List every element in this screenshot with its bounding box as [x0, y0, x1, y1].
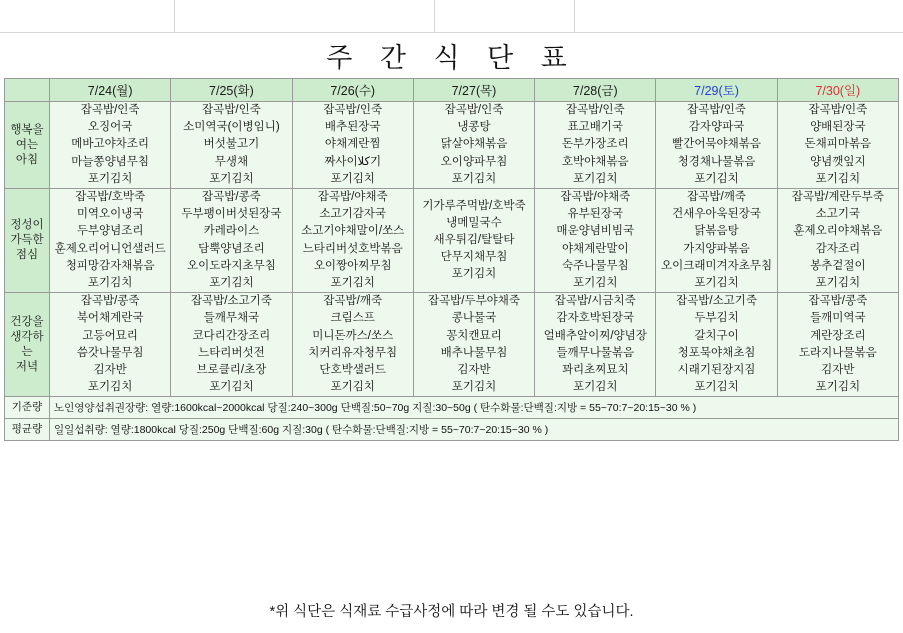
menu-item: 크림스프	[330, 312, 375, 325]
menu-item: 돈부가장조리	[561, 138, 629, 151]
menu-item: 포기김치	[815, 277, 861, 290]
menu-body	[5, 102, 899, 441]
menu-item: 야채계란찜	[324, 138, 381, 151]
menu-item: 포기김치	[330, 277, 375, 290]
menu-item: 잡곡밥/인죽	[80, 104, 140, 116]
menu-item: 잡곡밥/인죽	[687, 104, 746, 116]
menu-item: 청경채나물볶음	[677, 155, 756, 168]
footnote: *위 식단은 식재료 수급사정에 따라 변경 될 수도 있습니다.	[269, 604, 634, 620]
menu-item: 치커리유자청무침	[308, 346, 398, 359]
nutrition-label-1: 평균량	[5, 419, 50, 441]
menu-item: 코다리간장조리	[192, 329, 271, 342]
menu-item: 포기김치	[573, 277, 618, 290]
menu-item: 고등어묘리	[82, 329, 138, 342]
meal-cell-breakfast-wed	[292, 102, 413, 189]
menu-item: 꽁치캔묘리	[446, 329, 502, 342]
menu-item: 두부팽이버섯된장국	[181, 208, 282, 221]
meal-cell-breakfast-sun	[777, 102, 898, 189]
menu-item: 포기김치	[209, 172, 254, 185]
menu-item: 냉콩탕	[457, 121, 491, 134]
blank-cell	[0, 0, 175, 33]
meal-cell-dinner-sat	[656, 293, 777, 397]
menu-item: 김자반	[821, 364, 855, 377]
menu-item: 잡곡밥/계란두부죽	[791, 191, 884, 204]
meal-cell-breakfast-thu	[413, 102, 534, 189]
meal-cell-dinner-thu	[413, 293, 534, 397]
menu-item: 포기김치	[209, 277, 254, 290]
menu-item: 감자양파국	[688, 121, 745, 134]
menu-item: 들깨무나물볶음	[556, 346, 635, 359]
day-header-sun: 7/30(일)	[777, 79, 898, 102]
menu-item: 청포묵야채초침	[677, 346, 756, 359]
menu-item: 훈제오리야채볶음	[793, 225, 883, 238]
page-title: 주 간 식 단 표	[326, 43, 577, 73]
menu-item: 포기김치	[87, 381, 133, 394]
menu-item: 가지양파볶음	[683, 242, 750, 255]
meal-cell-lunch-thu	[413, 189, 534, 293]
meal-cell-lunch-fri	[535, 189, 656, 293]
menu-item: 포기김치	[694, 381, 739, 394]
menu-item: 잡곡밥/인죽	[202, 104, 261, 116]
menu-item: 미니돈까스/쏘스	[312, 329, 394, 342]
menu-item: 짜사이كلا기	[324, 155, 382, 168]
menu-item: 도라지나물볶음	[798, 346, 877, 359]
menu-item: 들깨무채국	[203, 312, 260, 325]
menu-item: 씀갓나물무침	[76, 346, 144, 359]
day-header-thu: 7/27(목)	[413, 79, 534, 102]
row-label-dinner: 건강을 생각하는 저녁	[5, 293, 50, 397]
menu-item: 잡곡밥/시금치죽	[554, 295, 636, 308]
meal-cell-lunch-wed	[292, 189, 413, 293]
menu-item: 소고기야채말이/쏘스	[301, 225, 405, 238]
menu-item: 메바고야차조리	[71, 138, 150, 151]
menu-item: 계란장조리	[810, 329, 866, 342]
menu-item: 마늘쫑양념무침	[71, 155, 150, 168]
menu-item: 감자조리	[815, 242, 861, 255]
day-header-tue: 7/25(화)	[171, 79, 292, 102]
menu-item: 들깨미역국	[810, 312, 866, 325]
menu-item: 포기김치	[209, 381, 254, 394]
meal-cell-dinner-fri	[535, 293, 656, 397]
menu-item: 잡곡밥/인죽	[323, 104, 383, 116]
menu-item: 브로클리/초장	[196, 364, 267, 377]
menu-item: 포기김치	[573, 381, 618, 394]
menu-item: 유부된장국	[567, 208, 624, 221]
menu-item: 포기김치	[694, 172, 739, 185]
menu-item: 표고배기국	[567, 121, 624, 134]
menu-item: 포기김치	[815, 172, 861, 185]
menu-item: 느타리버섯전	[198, 346, 265, 359]
menu-item: 김자반	[457, 364, 491, 377]
menu-item: 포기김치	[451, 172, 497, 185]
menu-item: 매운양념비빔국	[556, 225, 635, 238]
meal-cell-breakfast-sat	[656, 102, 777, 189]
menu-item: 양배된장국	[810, 121, 866, 134]
menu-item: 시래기된장지짐	[677, 364, 756, 377]
menu-item: 두부김치	[694, 312, 739, 325]
row-label-lunch: 정성이 가득한 점심	[5, 189, 50, 293]
menu-item: 포기김치	[87, 277, 133, 290]
meal-cell-breakfast-tue	[171, 102, 292, 189]
menu-item: 잡곡밥/인죽	[808, 104, 868, 116]
menu-item: 미역오이냉국	[76, 208, 144, 221]
menu-item: 감자호박된장국	[556, 312, 635, 325]
menu-item: 잡곡밥/콩죽	[80, 295, 140, 308]
meal-cell-lunch-mon	[50, 189, 171, 293]
blank-cell	[575, 0, 903, 33]
menu-item: 오이크래미겨자초무침	[661, 259, 773, 272]
menu-item: 느타리버섯호박볶음	[302, 242, 403, 255]
top-blank-grid	[0, 0, 903, 33]
menu-item: 양념깻잎지	[810, 155, 866, 168]
menu-item: 소고기감자국	[319, 208, 387, 221]
meal-cell-dinner-tue	[171, 293, 292, 397]
menu-item: 오이양파무침	[440, 155, 508, 168]
menu-item: 북어채계란국	[76, 312, 144, 325]
menu-item: 잡곡밥/야채죽	[317, 191, 388, 204]
menu-item: 호박야채볶음	[561, 155, 629, 168]
nutrition-label-0: 기준량	[5, 397, 50, 419]
menu-item: 포기김치	[573, 172, 618, 185]
weekly-menu-table	[4, 78, 899, 441]
meal-cell-lunch-sat	[656, 189, 777, 293]
menu-item: 빨간어묵야채볶음	[672, 138, 761, 151]
menu-item: 잡곡밥/두부야채죽	[427, 295, 521, 308]
menu-item: 두부양념조리	[76, 225, 144, 238]
menu-item: 새우튀김/탈탈타	[433, 234, 515, 247]
day-header-mon: 7/24(월)	[50, 79, 171, 102]
menu-item: 포기김치	[815, 381, 861, 394]
menu-row-lunch	[5, 189, 899, 293]
menu-item: 닭살야채볶음	[440, 138, 508, 151]
menu-item: 잡곡밥/인죽	[444, 104, 504, 116]
menu-row-dinner	[5, 293, 899, 397]
meal-cell-breakfast-mon	[50, 102, 171, 189]
menu-item: 냉메밀국수	[446, 216, 502, 229]
day-header-wed: 7/26(수)	[292, 79, 413, 102]
menu-item: 단무지채무침	[440, 251, 508, 264]
menu-item: 잡곡밥/깨죽	[323, 295, 383, 308]
menu-item: 갈치구이	[694, 329, 739, 342]
day-header-sat: 7/29(토)	[656, 79, 777, 102]
menu-item: 포기김치	[330, 381, 375, 394]
menu-item: 잡곡밥/야채죽	[560, 191, 631, 204]
table-header-row	[5, 79, 899, 102]
day-header-fri: 7/28(금)	[535, 79, 656, 102]
menu-item: 카레라이스	[203, 225, 260, 238]
menu-item: 오징어국	[87, 121, 133, 134]
menu-item: 잡곡밥/깨죽	[687, 191, 746, 204]
blank-cell	[435, 0, 575, 33]
menu-item: 건새우아욱된장국	[672, 208, 761, 221]
meal-cell-dinner-mon	[50, 293, 171, 397]
menu-item: 포기김치	[451, 381, 497, 394]
blank-cell	[175, 0, 435, 33]
menu-item: 잡곡밥/콩죽	[202, 191, 261, 204]
menu-item: 콩나물국	[451, 312, 497, 325]
menu-item: 잡곡밥/소고기죽	[190, 295, 272, 308]
menu-item: 닭볶음탕	[694, 225, 739, 238]
menu-item: 배추나물무침	[440, 346, 508, 359]
meal-cell-lunch-sun	[777, 189, 898, 293]
menu-item: 돈채피마볶음	[804, 138, 872, 151]
menu-item: 버섯불고기	[203, 138, 260, 151]
menu-item: 무생채	[214, 155, 249, 168]
menu-item: 청피망감자채볶음	[65, 259, 155, 272]
menu-item: 꽈리초찌묘치	[561, 364, 629, 377]
menu-row-breakfast	[5, 102, 899, 189]
menu-item: 잡곡밥/소고기죽	[676, 295, 758, 308]
menu-item: 소미역국(이병임니)	[183, 121, 280, 134]
menu-item: 잡곡밥/인죽	[565, 104, 625, 116]
row-label-breakfast: 행복을 여는 아침	[5, 102, 50, 189]
meal-cell-lunch-tue	[171, 189, 292, 293]
menu-item: 담뿍양념조리	[198, 242, 265, 255]
corner-cell	[5, 79, 50, 102]
menu-item: 포기김치	[451, 268, 497, 281]
menu-item: 포기김치	[87, 172, 133, 185]
nutrition-text-1: 일일섭취량: 열량:1800kcal 당질:250g 단백질:60g 지질:30g ( 탄수화물:단백질:지방 = 55~70:7~20:15~30 % )	[50, 419, 899, 441]
nutrition-text-0: 노인영양섭취권장량: 열량:1600kcal~2000kcal 당질:240~300g 단백질:50~70g 지질:30~50g ( 탄수화물:단백질:지방 = 55~70:7~20:15~30 % )	[50, 397, 899, 419]
menu-item: 얼배추알이찌/양념장	[543, 329, 647, 342]
menu-item: 봉추겉절이	[810, 259, 866, 272]
menu-item: 김자반	[93, 364, 127, 377]
menu-item: 잡곡밥/호박죽	[75, 191, 146, 204]
menu-item: 오이짱아찌무침	[313, 259, 392, 272]
menu-item: 포기김치	[330, 172, 375, 185]
menu-item: 단호박샐러드	[319, 364, 387, 377]
menu-item: 기가루주먹밥/호박죽	[422, 199, 526, 212]
menu-item: 훈제오리어니언샐러드	[54, 242, 166, 255]
meal-cell-dinner-wed	[292, 293, 413, 397]
menu-item: 오이도라지초무침	[186, 259, 276, 272]
menu-item: 배추된장국	[324, 121, 381, 134]
menu-item: 소고기국	[815, 208, 861, 221]
menu-item: 숙주나물무침	[561, 259, 629, 272]
nutrition-row-1	[5, 419, 899, 441]
nutrition-row-0	[5, 397, 899, 419]
menu-item: 잡곡밥/콩죽	[808, 295, 868, 308]
menu-item: 포기김치	[694, 277, 739, 290]
meal-cell-breakfast-fri	[535, 102, 656, 189]
meal-cell-dinner-sun	[777, 293, 898, 397]
menu-item: 야채계란말이	[561, 242, 629, 255]
